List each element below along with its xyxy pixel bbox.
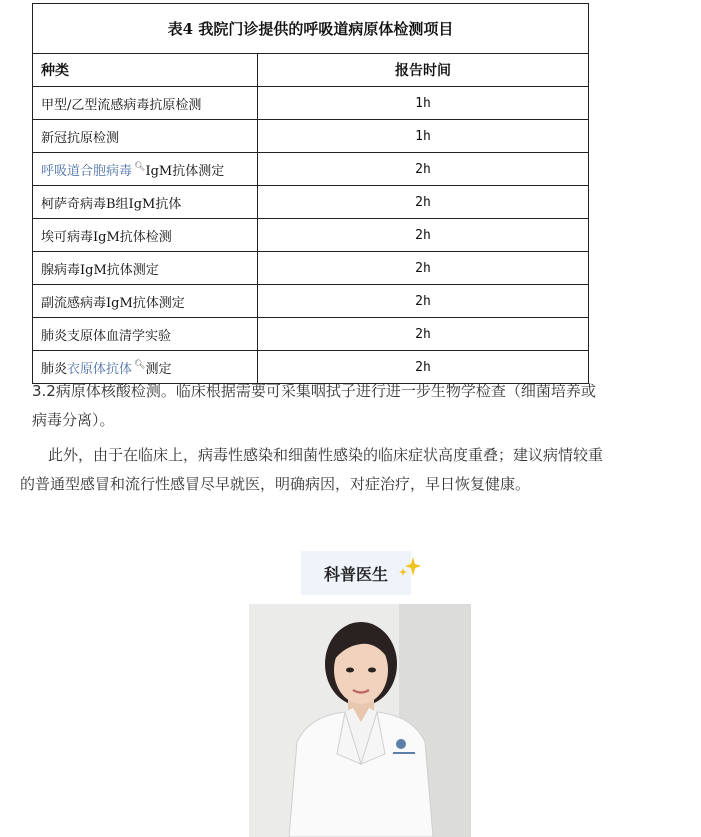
row-time: 2h	[258, 153, 589, 186]
table-header-row	[33, 54, 589, 87]
row-time: 1h	[258, 87, 589, 120]
row-time: 2h	[258, 351, 589, 384]
chlamydia-link[interactable]: 衣原体抗体	[67, 361, 133, 377]
row-time: 1h	[258, 120, 589, 153]
row-time: 2h	[258, 186, 589, 219]
row-time: 2h	[258, 285, 589, 318]
row-name	[33, 153, 258, 186]
row-name: 新冠抗原检测	[33, 120, 258, 153]
table-row	[33, 318, 589, 351]
paragraph-advice: 此外，由于在临床上，病毒性感染和细菌性感染的临床症状高度重叠；建议病情较重的普通型感冒和流行性感冒尽早就医，明确病因，对症治疗，早日恢复健康。	[20, 446, 604, 493]
doctor-portrait-image	[249, 604, 471, 837]
row-time: 2h	[258, 318, 589, 351]
table-row	[33, 153, 589, 186]
row-time: 2h	[258, 219, 589, 252]
table-row	[33, 87, 589, 120]
row-name-rest: IgM抗体测定	[145, 163, 225, 179]
row-name-pre: 肺炎	[41, 361, 68, 377]
table-row	[33, 219, 589, 252]
paragraph-nucleic-acid: 3.2病原体核酸检测。临床根据需要可采集咽拭子进行进一步生物学检查（细菌培养或病毒分离）。	[32, 382, 596, 429]
header-category: 种类	[33, 54, 258, 87]
search-icon[interactable]: 🔍︎	[134, 360, 146, 371]
search-icon[interactable]: 🔍︎	[134, 162, 146, 173]
section-title: 科普医生	[301, 551, 411, 595]
row-name: 埃可病毒IgM抗体检测	[33, 219, 258, 252]
table-row	[33, 186, 589, 219]
row-name: 肺炎支原体血清学实验	[33, 318, 258, 351]
table-row	[33, 252, 589, 285]
row-name: 腺病毒IgM抗体测定	[33, 252, 258, 285]
table-row	[33, 285, 589, 318]
table-caption: 表4 我院门诊提供的呼吸道病原体检测项目	[33, 4, 589, 54]
header-report-time: 报告时间	[258, 54, 589, 87]
doctor-photo	[249, 604, 471, 837]
sparkle-icon	[398, 556, 422, 578]
table-row	[33, 120, 589, 153]
pathogen-test-table	[32, 3, 589, 384]
row-name: 副流感病毒IgM抗体测定	[33, 285, 258, 318]
row-time: 2h	[258, 252, 589, 285]
row-name: 甲型/乙型流感病毒抗原检测	[33, 87, 258, 120]
rsv-link[interactable]: 呼吸道合胞病毒	[41, 163, 133, 179]
row-name: 柯萨奇病毒B组IgM抗体	[33, 186, 258, 219]
row-name-rest: 测定	[145, 361, 172, 377]
